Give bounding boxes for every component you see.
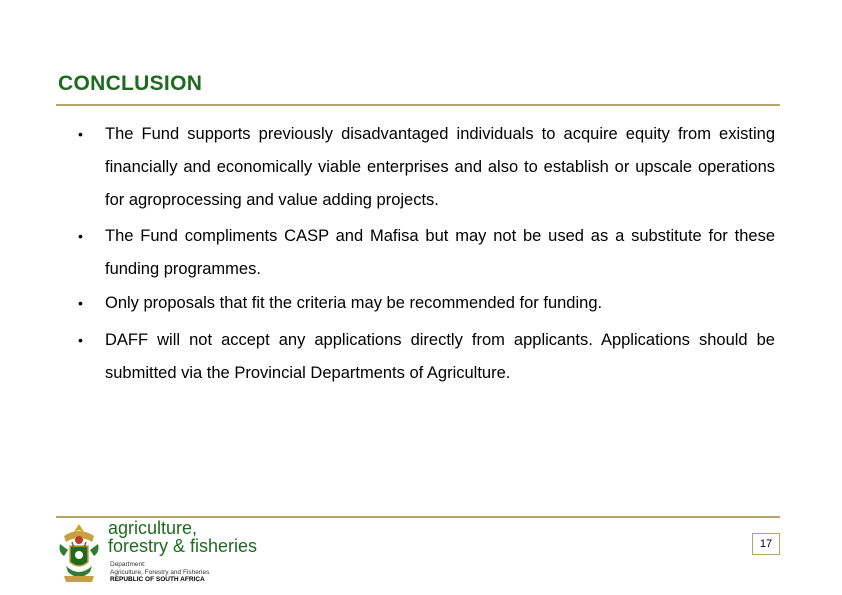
- department-logo-text: [108, 519, 257, 555]
- slide-title: CONCLUSION: [58, 72, 203, 95]
- bullet-marker: •: [78, 332, 83, 348]
- bullet-marker: •: [78, 228, 83, 244]
- logo-line-1: agriculture,: [108, 518, 198, 538]
- bullet-text: The Fund supports previously disadvantaged individuals to acquire equity from existing financially and economically viable enterprises and also to establish or upscale operations for agroprocessing and value adding projects.: [105, 125, 775, 209]
- page-number: 17: [752, 533, 780, 555]
- dept-line-3: REPUBLIC OF SOUTH AFRICA: [110, 576, 205, 583]
- department-caption: [110, 561, 209, 584]
- bullet-marker: •: [78, 295, 83, 311]
- coat-of-arms-icon: [56, 522, 102, 591]
- header-divider: [56, 104, 780, 106]
- bullet-marker: •: [78, 126, 83, 142]
- logo-line-2: forestry & fisheries: [108, 536, 258, 556]
- dept-line-2: Agriculture, Forestry and Fisheries: [110, 568, 210, 576]
- bullet-text: Only proposals that fit the criteria may be recommended for funding.: [105, 294, 603, 312]
- dept-line-1: Department:: [110, 561, 146, 568]
- bullet-text: DAFF will not accept any applications directly from applicants. Applications should be submitted via the Provincial Departments of Agriculture.: [105, 331, 775, 382]
- bullet-text: The Fund compliments CASP and Mafisa but may not be used as a substitute for these funding programmes.: [105, 227, 775, 278]
